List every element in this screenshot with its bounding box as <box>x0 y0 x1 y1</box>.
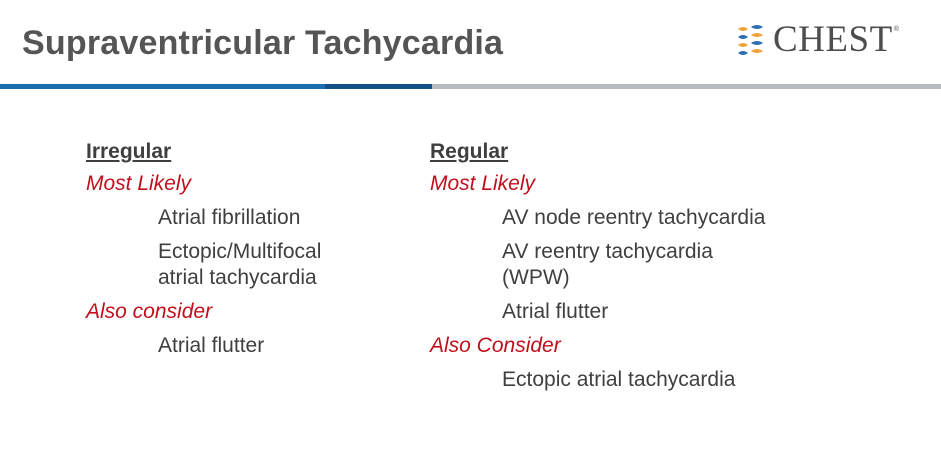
regular-most-likely-item: AV node reentry tachycardia <box>502 206 766 229</box>
title-divider-blue <box>0 84 325 89</box>
regular-most-likely-label: Most Likely <box>430 172 536 195</box>
chest-logo-text: CHEST <box>773 19 893 60</box>
regular-also-consider-item: Ectopic atrial tachycardia <box>502 368 736 391</box>
irregular-most-likely-item: Ectopic/Multifocal atrial tachycardia <box>158 240 322 289</box>
slide-title: Supraventricular Tachycardia <box>22 24 504 62</box>
irregular-most-likely-item: Atrial fibrillation <box>158 206 301 229</box>
registered-mark: ® <box>893 26 899 33</box>
regular-column <box>430 139 765 401</box>
regular-also-consider-label: Also Consider <box>430 334 561 357</box>
chest-logo <box>734 20 899 60</box>
irregular-also-consider-item: Atrial flutter <box>158 334 265 357</box>
title-divider <box>0 84 941 89</box>
title-divider-dark-blue <box>325 84 432 89</box>
regular-most-likely-item: Atrial flutter <box>502 300 609 323</box>
regular-heading: Regular <box>430 140 509 163</box>
irregular-also-consider-label: Also consider <box>86 300 213 323</box>
regular-most-likely-item: AV reentry tachycardia (WPW) <box>502 240 713 289</box>
irregular-column <box>86 139 321 367</box>
chest-logo-icon <box>734 22 768 58</box>
irregular-most-likely-label: Most Likely <box>86 172 192 195</box>
title-divider-gray <box>432 84 941 89</box>
irregular-heading: Irregular <box>86 140 172 163</box>
